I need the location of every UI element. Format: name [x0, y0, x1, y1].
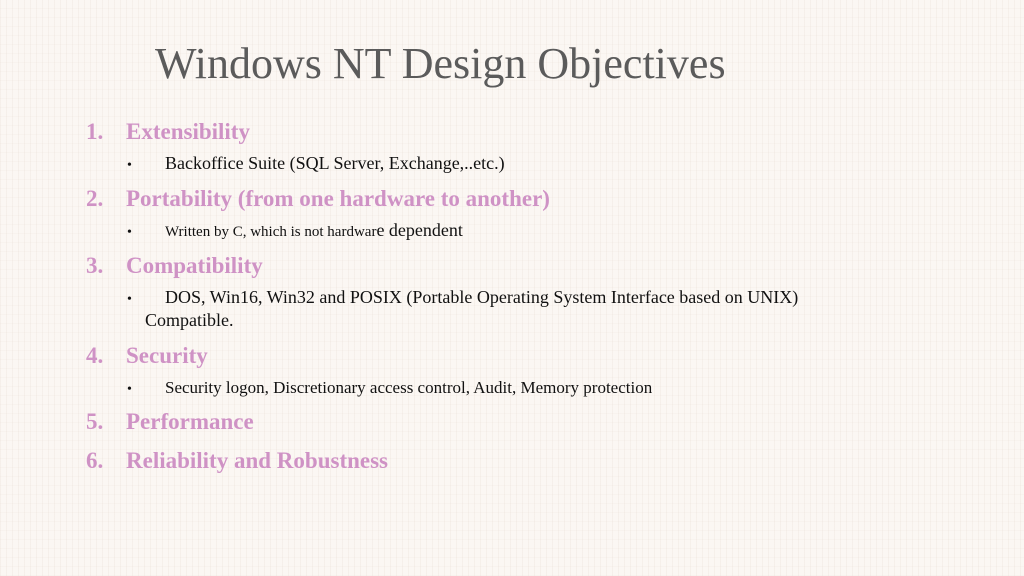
objective-number: 4.	[86, 343, 104, 368]
sub-bullet-portability	[127, 219, 463, 244]
sub-bullet-text: Backoffice Suite (SQL Server, Exchange,..etc.)	[165, 153, 505, 173]
objective-number: 2.	[86, 186, 104, 211]
objective-item-compatibility	[86, 252, 263, 280]
objective-item-security	[86, 342, 208, 370]
sub-bullet-text: Security logon, Discretionary access control, Audit, Memory protection	[165, 378, 653, 397]
sub-bullet-security	[127, 376, 652, 401]
objective-label: Reliability and Robustness	[126, 448, 389, 473]
sub-bullet-text: DOS, Win16, Win32 and POSIX (Portable Operating System Interface based on UNIX)	[165, 287, 799, 307]
objective-number: 6.	[86, 448, 104, 473]
sub-bullet-compatibility	[127, 286, 798, 311]
sub-bullet-continuation: Compatible.	[145, 310, 234, 330]
objective-item-extensibility	[86, 118, 250, 146]
objective-number: 5.	[86, 409, 104, 434]
sub-bullet-text: Written by C, which is not hardwar	[165, 224, 377, 240]
bullet-icon: •	[127, 292, 132, 307]
objective-label: Portability (from one hardware to another)	[126, 186, 550, 211]
objective-item-performance	[86, 408, 254, 436]
slide-title: Windows NT Design Objectives	[155, 39, 726, 88]
objective-label: Compatibility	[126, 253, 263, 278]
objective-label: Extensibility	[126, 119, 250, 144]
sub-bullet-extensibility	[127, 152, 505, 177]
bullet-icon: •	[127, 225, 132, 240]
objective-number: 1.	[86, 119, 104, 144]
objective-item-reliability	[86, 447, 388, 475]
objective-item-portability	[86, 185, 550, 213]
objective-label: Security	[126, 343, 208, 368]
bullet-icon: •	[127, 158, 132, 173]
objective-number: 3.	[86, 253, 104, 278]
objective-label: Performance	[126, 409, 254, 434]
sub-bullet-text-tail: e dependent	[376, 220, 463, 240]
bullet-icon: •	[127, 382, 132, 397]
